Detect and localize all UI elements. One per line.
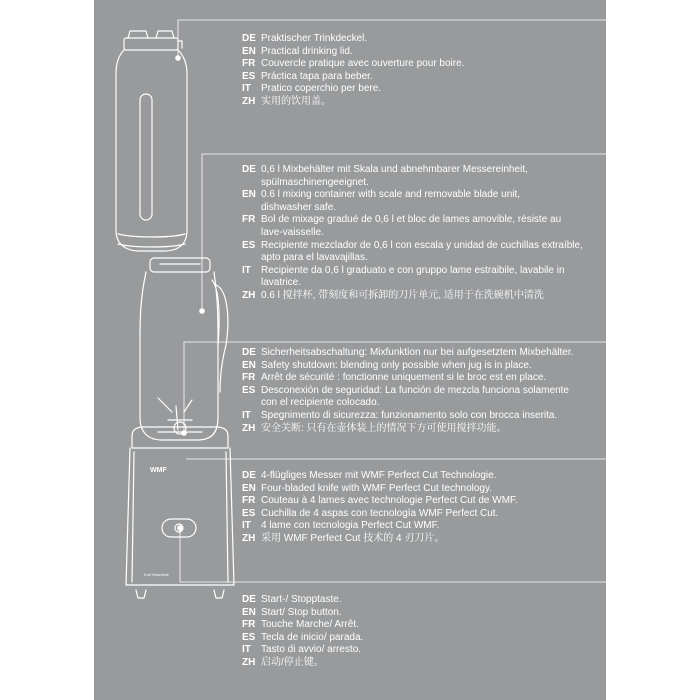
text-line-es [242,508,518,521]
language-code: ZH [242,656,256,668]
callout-dots [175,55,205,531]
language-code: DE [242,594,256,605]
language-code: ZH [242,422,256,434]
description-text: Bol de mixage gradué de 0,6 l et bloc de lames amovible, résiste au [261,214,562,226]
language-code: EN [242,482,256,494]
description-text: Start/ Stop button. [261,606,342,618]
description-continuation: apto para el lavavajillas. [261,252,368,264]
travel-bottle-drawing [116,31,187,251]
language-code: FR [242,495,256,507]
description-text: 4-flügliges Messer mit WMF Perfect Cut Technologie. [261,470,497,481]
language-code: ES [242,239,256,251]
language-code: DE [242,347,256,358]
description-continuation: lave-vaisselle. [261,226,324,238]
text-line-it [242,265,583,278]
text-line-fr [242,495,518,508]
callout-start-stop-button [242,594,363,670]
text-line-it [242,410,573,423]
text-line-en [242,189,583,202]
description-continuation: lavatrice. [261,277,302,289]
language-code: IT [242,520,251,532]
description-text: Sicherheitsabschaltung: Mixfunktion nur bei aufgesetztem Mixbehälter. [261,347,574,358]
callout-safety-shutdown [242,347,573,435]
text-line-en [242,360,573,373]
description-text: Desconexión de seguridad: La función de mezcla funciona solamente [261,384,569,396]
text-line-en [242,483,518,496]
language-code: DE [242,470,256,481]
language-code: IT [242,409,251,421]
language-code: EN [242,606,256,618]
language-code: EN [242,189,256,201]
text-line-es [242,385,573,398]
language-code: ES [242,507,256,519]
description-text: Cuchilla de 4 aspas con tecnología WMF Perfect Cut. [261,507,499,519]
callout-mixing-container [242,164,583,303]
language-code: ES [242,384,256,396]
description-text: 0,6 l Mixbehälter mit Skala und abnehmbarer Messereinheit, [261,164,528,175]
text-line-de [242,470,518,483]
description-text: Couteau à 4 lames avec technologie Perfect Cut de WMF. [261,495,518,507]
description-text: Tasto di avvio/ arresto. [261,644,362,656]
description-text: Touche Marche/ Arrêt. [261,619,359,631]
description-continuation: spülmaschinengeeignet. [261,176,369,188]
language-code: EN [242,359,256,371]
language-code: IT [242,264,251,276]
text-line-zh [242,290,583,303]
text-line-it [242,644,363,657]
text-line-zh [242,96,464,109]
description-text: Practical drinking lid. [261,45,353,57]
text-line-zh [242,423,573,436]
description-text: Recipiente mezclador de 0,6 l con escala y unidad de cuchillas extraíble, [261,239,583,251]
manual-page [94,0,606,700]
text-line-de [242,164,583,177]
description-continuation: con el recipiente colocado. [261,397,380,409]
description-text: 4 lame con tecnologia Perfect Cut WMF. [261,520,440,532]
language-code: FR [242,58,256,70]
text-line-es [242,71,464,84]
description-text: Spegnimento di sicurezza: funzionamento solo con brocca inserita. [261,409,558,421]
language-code: DE [242,164,256,175]
description-text: 安全关断: 只有在壶体装上的情况下方可使用搅拌功能。 [261,422,507,434]
text-line-de [242,33,464,46]
language-code: FR [242,214,256,226]
description-text: Tecla de inicio/ parada. [261,631,364,643]
callout-four-blade-knife [242,470,518,546]
language-code: EN [242,45,256,57]
text-line-es [242,240,583,253]
language-code: DE [242,33,256,44]
description-text: Four-bladed knife with WMF Perfect Cut technology. [261,482,493,494]
language-code: ES [242,631,256,643]
text-line-zh [242,657,363,670]
text-line-de [242,594,363,607]
description-text: Práctica tapa para beber. [261,70,373,82]
description-text: 实用的饮用盖。 [261,95,331,107]
text-line-fr [242,372,573,385]
callout-drinking-lid [242,33,464,109]
language-code: ZH [242,289,256,301]
description-continuation: dishwasher safe. [261,201,337,213]
description-text: 采用 WMF Perfect Cut 技术的 4 刃刀片。 [261,532,445,544]
text-line-fr [242,58,464,71]
language-code: IT [242,83,251,95]
description-text: Recipiente da 0,6 l graduato e con gruppo lame estraibile, lavabile in [261,264,565,276]
text-line-zh [242,533,518,546]
language-code: FR [242,372,256,384]
language-code: IT [242,644,251,656]
description-text: Couvercle pratique avec ouverture pour boire. [261,58,465,70]
text-line-it [242,520,518,533]
language-code: ZH [242,532,256,544]
description-text: Pratico coperchio per bere. [261,83,382,95]
description-text: Praktischer Trinkdeckel. [261,33,368,44]
description-text: Safety shutdown: blending only possible when jug is in place. [261,359,532,371]
description-text: Start-/ Stopptaste. [261,594,342,605]
description-text: 0.6 l mixing container with scale and removable blade unit, [261,189,521,201]
text-line-fr [242,214,583,227]
language-code: ES [242,70,256,82]
text-line-fr [242,619,363,632]
text-line-en [242,607,363,620]
wmf-logo: WMF [150,467,167,474]
text-line-it [242,83,464,96]
language-code: ZH [242,95,256,107]
text-line-es [242,632,363,645]
description-text: 0.6 l 搅拌杯, 带刻度和可拆卸的刀片单元, 适用于在洗碗机中清洗 [261,289,544,301]
description-text: 启动/停止键。 [261,656,324,668]
text-line-de [242,347,573,360]
base-label: Kult Smoothie [144,572,169,577]
description-text: Arrêt de sécurité : fonctionne uniquement si le broc est en place. [261,372,547,384]
language-code: FR [242,619,256,631]
text-line-en [242,46,464,59]
